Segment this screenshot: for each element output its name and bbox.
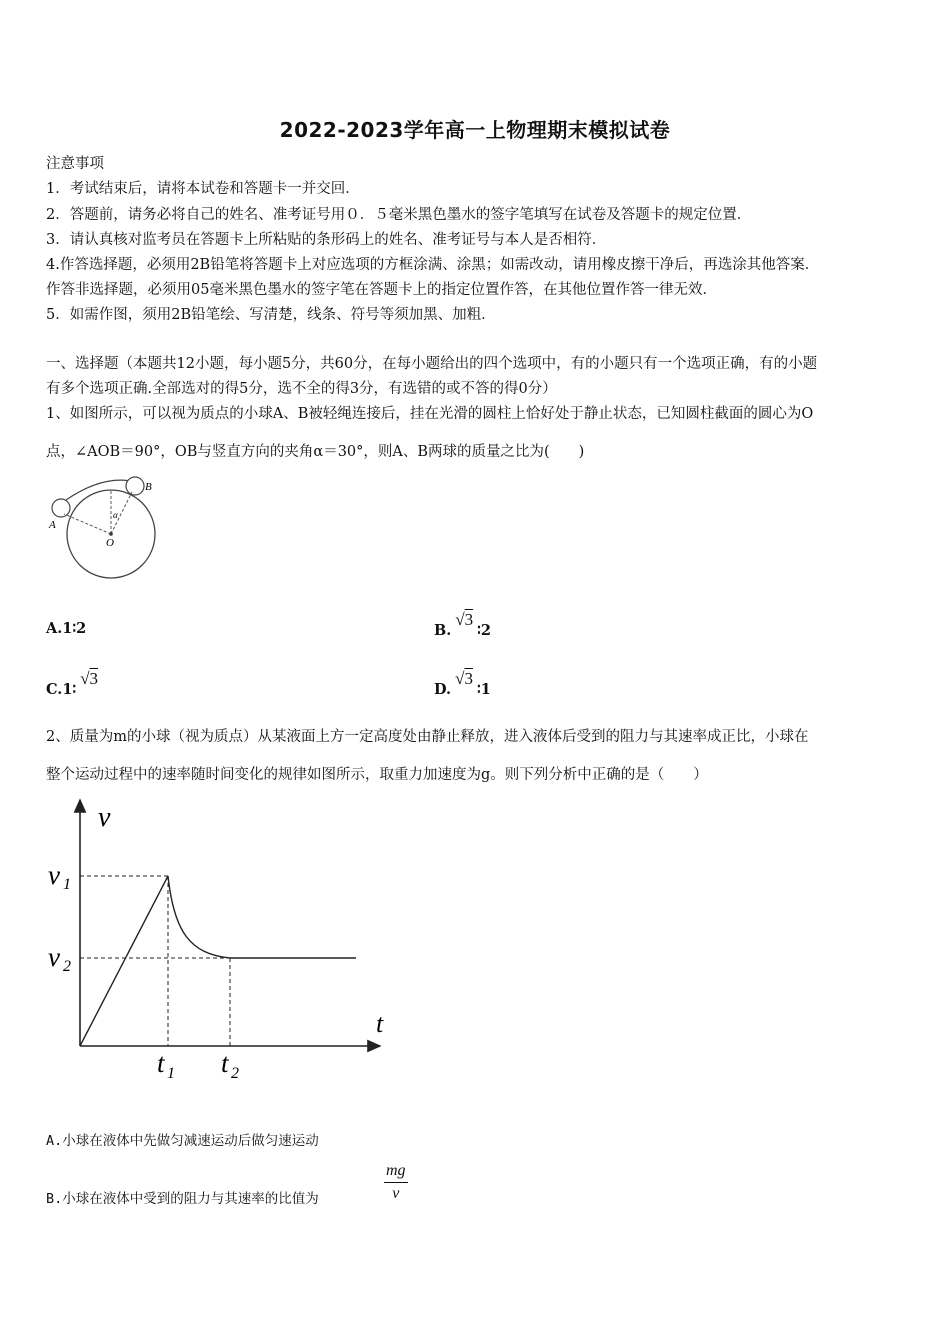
notice-heading: 注意事项: [46, 156, 104, 172]
deceleration-curve: [168, 876, 230, 958]
ball-a: [52, 499, 70, 517]
v1-subscript: 1: [63, 876, 71, 893]
notice-item: 5．如需作图，须用2B铅笔绘、写清楚，线条、符号等须加黑、加粗．: [46, 307, 496, 323]
root-value: 3: [464, 610, 474, 629]
label-alpha: α: [113, 510, 118, 520]
section-heading: 一、选择题（本题共12小题，每小题5分，共60分，在每小题给出的四个选项中，有的小题只有一个选项正确，有的小题: [46, 356, 818, 372]
sqrt-3: √3: [455, 610, 474, 629]
label-b: B: [145, 481, 152, 493]
q2-option-b[interactable]: B.小球在液体中受到的阻力与其速率的比值为: [46, 1191, 319, 1207]
t1-label: t: [157, 1048, 165, 1078]
q1-option-a[interactable]: A.1∶2: [46, 620, 87, 637]
v1-label: v: [48, 860, 60, 890]
option-b-suffix: ∶2: [477, 622, 492, 639]
t1-subscript: 1: [167, 1065, 175, 1082]
notice-item: 作答非选择题，必须用05毫米黑色墨水的签字笔在答题卡上的指定位置作答，在其他位置作答一律无效．: [46, 282, 717, 298]
notice-item: 3．请认真核对监考员在答题卡上所粘贴的条形码上的姓名、准考证号与本人是否相符．: [46, 232, 607, 248]
notice-item: 4.作答选择题，必须用2B铅笔将答题卡上对应选项的方框涂满、涂黑；如需改动，请用橡皮擦干净后，再选涂其他答案．: [46, 257, 820, 273]
center-point: [109, 532, 113, 536]
fraction-mg-over-v: [384, 1162, 408, 1203]
ball-b: [126, 477, 144, 495]
q1-stem-cont: 点，∠AOB＝90°，OB与竖直方向的夹角α＝30°，则A、B两球的质量之比为( ): [46, 444, 585, 460]
notice-item: 2．答题前，请务必将自己的姓名、准考证号用０．５毫米黑色墨水的签字笔填写在试卷及答题卡的规定位置．: [46, 207, 752, 223]
page-title: 2022-2023学年高一上物理期末模拟试卷: [279, 118, 671, 142]
q1-option-d[interactable]: [434, 669, 491, 699]
option-c-prefix: C.1∶: [46, 681, 77, 698]
cylinder-figure: [44, 470, 169, 582]
option-d-prefix: D.: [434, 681, 452, 698]
v2-subscript: 2: [63, 958, 71, 975]
section-heading-cont: 有多个选项正确.全部选对的得5分，选不全的得3分，有选错的或不答的得0分）: [46, 381, 557, 397]
root-value: 3: [464, 669, 473, 688]
root-value: 3: [89, 669, 99, 688]
q2-stem-cont: 整个运动过程中的速率随时间变化的规律如图所示，取重力加速度为g。则下列分析中正确的是（ ）: [46, 767, 708, 783]
fraction-bar: [384, 1182, 408, 1183]
rope: [66, 480, 136, 500]
t2-label: t: [221, 1048, 229, 1078]
option-d-suffix: ∶1: [476, 681, 491, 698]
q1-option-b[interactable]: [434, 610, 492, 640]
label-a: A: [49, 519, 56, 531]
velocity-time-graph: [40, 792, 390, 1087]
q1-stem: 1、如图所示，可以视为质点的小球A、B被轻绳连接后，挂在光滑的圆柱上恰好处于静止状态，已知圆柱截面的圆心为O: [46, 406, 814, 422]
y-axis-label: v: [98, 802, 111, 833]
fraction-numerator: mg: [386, 1162, 406, 1179]
sqrt-3: √3: [80, 669, 99, 688]
x-axis-label: t: [376, 1009, 384, 1038]
v2-label: v: [48, 942, 60, 972]
label-o: O: [106, 537, 114, 549]
q1-option-c[interactable]: [46, 669, 102, 699]
fraction-denominator: v: [392, 1185, 400, 1202]
t2-subscript: 2: [231, 1065, 239, 1082]
acceleration-segment: [80, 876, 168, 1046]
sqrt-3: √3: [455, 669, 473, 688]
option-b-prefix: B.: [434, 622, 452, 639]
notice-item: 1．考试结束后，请将本试卷和答题卡一并交回．: [46, 181, 360, 197]
q2-stem: 2、质量为m的小球（视为质点）从某液面上方一定高度处由静止释放，进入液体后受到的阻力与其速率成正比，小球在: [46, 729, 809, 745]
q2-option-a[interactable]: A.小球在液体中先做匀减速运动后做匀速运动: [46, 1133, 319, 1149]
